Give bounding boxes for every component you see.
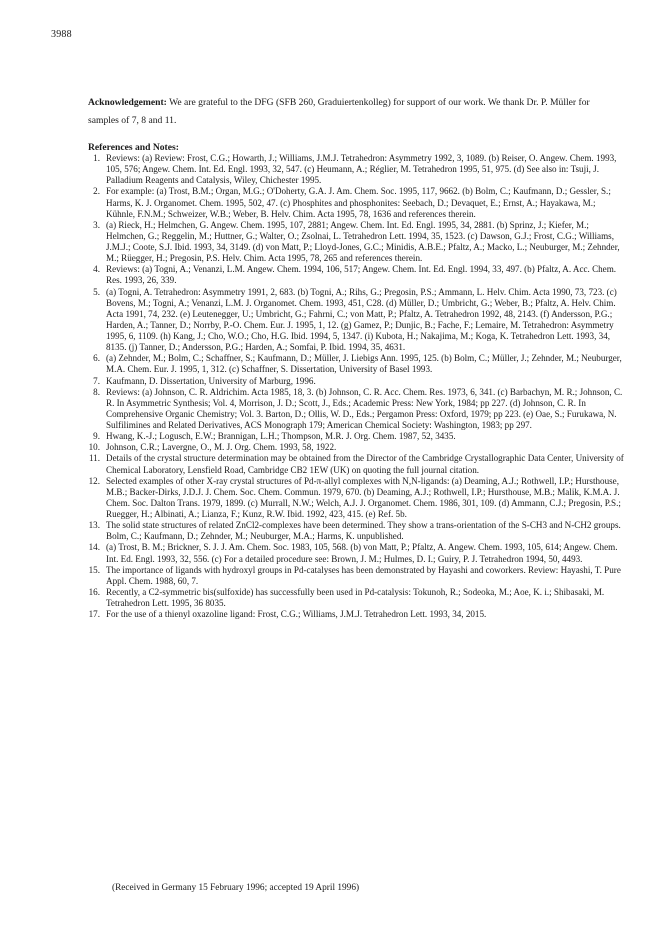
reference-item (76, 376, 624, 387)
reference-text: Kaufmann, D. Dissertation, University of Marburg, 1996. (106, 375, 316, 386)
reference-item (76, 453, 624, 475)
reference-number: 3. (93, 219, 100, 230)
reference-number: 16. (88, 586, 100, 597)
reference-item (76, 587, 624, 609)
reference-text: (a) Togni, A. Tetrahedron: Asymmetry 1991, 2, 683. (b) Togni, A.; Rihs, G.; Pregosin, P.S.; Ammann, L. Helv. Chim. Acta 1990, 73, 723. (c) Bovens, M.; Togni, A.; Venanzi, L.M. J. Organomet. Chem. 1993, 451, C28. (d) Müller, D.; Umbricht, G.; Weber, B.; Pfaltz, A. Helv. Chim. Acta 1991, 74, 232. (e) Leutenegger, U.; Umbricht, G.; Fahrni, C.; von Matt, P.; Pfaltz, A. Tetrahedron 1992, 48, 2143. (f) Andersson, P.G.; Harden, A.; Tanner, D.; Norrby, P.-O. Chem. Eur. J. 1995, 1, 12. (g) Gamez, P.; Dunjic, B.; Fache, F.; Lemaire, M. Tetrahedron: Asymmetry 1995, 6, 1109. (h) Kang, J.; Cho, W.O.; Cho, H.G. Ibid. 1994, 5, 1347. (i) Kubota, H.; Nakajima, M.; Koga, K. Tetrahedron Lett. 1993, 34, 8135. (j) Tanner, D.; Andersson, P.G.; Harden, A.; Somfai, P. Ibid. 1994, 35, 4631. (106, 286, 617, 353)
reference-number: 14. (88, 542, 100, 553)
reference-text: Selected examples of other X-ray crystal structures of Pd-π-allyl complexes with N,N-ligands: (a) Deaming, A.J.; Rothwell, I.P.; Hursthouse, M.B.; Backer-Dirks, J.D.J. J. Chem. Soc. Chem. Commun. 1979, 670. (b) Deaming, A.J.; Rothwell, I.P.; Hursthouse, M.B.; Malik, K.M.A. J. Chem. Soc. Dalton Trans. 1979, 1899. (c) Murrall, N.W.; Welch, A.J. J. Organomet. Chem. 1986, 301, 109. (d) Ammann, C.J.; Pregosin, P.S.; Ruegger, H.; Albinati, A.; Lianza, F.; Kunz, R.W. Ibid. 1992, 423, 415. (e) Ref. 5b. (106, 475, 621, 519)
reference-item (76, 264, 624, 286)
reference-number: 1. (93, 153, 100, 163)
reference-text: The solid state structures of related ZnCl2-complexes have been determined. They show a trans-orientation of the S-CH3 and N-CH2 groups. Bolm, C.; Kaufmann, D.; Zehnder, M.; Neuburger, M.A.; Harms, K. unpublished. (106, 520, 621, 542)
reference-text: For the use of a thienyl oxazoline ligand: Frost, C.G.; Williams, J.M.J. Tetrahedron Lett. 1993, 34, 2015. (106, 609, 487, 620)
received-dates: (Received in Germany 15 February 1996; accepted 19 April 1996) (112, 883, 360, 893)
acknowledgement-label: Acknowledgement: (88, 97, 167, 108)
reference-number: 11. (88, 453, 100, 464)
page-number: 3988 (51, 29, 72, 40)
reference-item (76, 565, 624, 587)
reference-number: 2. (93, 186, 100, 197)
reference-text: Reviews: (a) Togni, A.; Venanzi, L.M. Angew. Chem. 1994, 106, 517; Angew. Chem. Int. Ed. Engl. 1994, 33, 497. (b) Pfaltz, A. Acc. Chem. Res. 1993, 26, 339. (106, 264, 617, 286)
reference-number: 17. (88, 609, 100, 620)
reference-text: (a) Zehnder, M.; Bolm, C.; Schaffner, S.; Kaufmann, D.; Müller, J. Liebigs Ann. 1995, 125. (b) Bolm, C.; Müller, J.; Zehnder, M.; Neuburger, M.A. Chem. Eur. J. 1995, 1, 312. (c) Schaffner, S. Dissertation, University of Basel 1993. (106, 353, 622, 375)
reference-item (76, 186, 624, 219)
reference-number: 10. (88, 442, 100, 453)
reference-list (76, 153, 624, 620)
reference-item (76, 287, 624, 354)
reference-text: (a) Rieck, H.; Helmchen, G. Angew. Chem. 1995, 107, 2881; Angew. Chem. Int. Ed. Engl. 1995, 34, 2881. (b) Sprinz, J.; Kiefer, M.; Helmchen, G.; Reggelin, M.; Huttner, G.; Walter, O.; Zsolnai, L. Tetrahedron Lett. 1994, 35, 1523. (c) Dawson, G.J.; Frost, C.G.; Williams, J.M.J.; Coote, S.J. Ibid. 1993, 34, 3149. (d) von Matt, P.; Lloyd-Jones, G.C.; Minidis, A.B.E.; Pfaltz, A.; Macko, L.; Neuburger, M.; Zehnder, M.; Rüegger, H.; Pregosin, P.S. Helv. Chim. Acta 1995, 78, 265 and references therein. (106, 219, 620, 264)
reference-text: Reviews: (a) Johnson, C. R. Aldrichim. Acta 1985, 18, 3. (b) Johnson, C. R. Acc. Chem. Res. 1973, 6, 341. (c) Barbachyn, M. R.; Johnson, C. R. In Asymmetric Synthesis; Vol. 4, Morrison, J. D.; Scott, J., Eds.; Academic Press: New York, 1984; pp 227. (d) Johnson, C. R. In Comprehensive Organic Chemistry; Vol. 3. Barton, D.; Ollis, W. D., Eds.; Pergamon Press: Oxford, 1979; pp 223. (e) Oae, S.; Furukawa, N. Sulfilimines and Related Derivatives, ACS Monograph 179; American Chemical Society: Washington, 1983; pp 297. (106, 386, 623, 430)
reference-text: (a) Trost, B. M.; Brickner, S. J. J. Am. Chem. Soc. 1983, 105, 568. (b) von Matt, P.; Pfaltz, A. Angew. Chem. 1993, 105, 614; Angew. Chem. Int. Ed. Engl. 1993, 32, 556. (c) For a detailed procedure see: Brown, J. M.; Hulmes, D. I.; Guiry, P. J. Tetrahedron 1994, 50, 4493. (106, 542, 618, 564)
reference-number: 7. (93, 375, 100, 386)
acknowledgement (88, 94, 616, 130)
reference-text: Hwang, K.-J.; Logusch, E.W.; Brannigan, L.H.; Thompson, M.R. J. Org. Chem. 1987, 52, 3435. (106, 431, 456, 442)
reference-item (76, 542, 624, 564)
reference-item (76, 442, 624, 453)
reference-item (76, 353, 624, 375)
reference-item (76, 387, 624, 432)
reference-item (76, 520, 624, 542)
reference-text: Reviews: (a) Review: Frost, C.G.; Howarth, J.; Williams, J.M.J. Tetrahedron: Asymmetry 1992, 3, 1089. (b) Reiser, O. Angew. Chem. 1993, 105, 576; Angew. Chem. Int. Ed. Engl. 1993, 32, 547. (c) Heumann, A.; Réglier, M. Tetrahedron 1995, 51, 975. (d) See also in: Tsuji, J. Palladium Reagents and Catalysis, Wiley, Chichester 1995. (106, 153, 617, 186)
reference-number: 5. (93, 286, 100, 297)
reference-number: 12. (88, 475, 100, 486)
reference-number: 8. (93, 386, 100, 397)
reference-number: 6. (93, 353, 100, 364)
reference-text: Johnson, C.R.; Lavergne, O., M. J. Org. Chem. 1993, 58, 1922. (106, 442, 337, 453)
reference-item (76, 220, 624, 265)
reference-text: The importance of ligands with hydroxyl groups in Pd-catalyses has been demonstrated by Hayashi and coworkers. Review: Hayashi, T. Pure Appl. Chem. 1988, 60, 7. (106, 564, 621, 586)
reference-text: Recently, a C2-symmetric bis(sulfoxide) has successfully been used in Pd-catalysis: Tokunoh, R.; Sodeoka, M.; Aoe, K. i.; Shibasaki, M. Tetrahedron Lett. 1995, 36 8035. (106, 586, 605, 608)
reference-item (76, 153, 624, 186)
reference-item (76, 476, 624, 521)
reference-item (76, 431, 624, 442)
reference-text: For example: (a) Trost, B.M.; Organ, M.G.; O'Doherty, G.A. J. Am. Chem. Soc. 1995, 117, 9662. (b) Bolm, C.; Kaufmann, D.; Gessler, S.; Harms, K. J. Organomet. Chem. 1995, 502, 47. (c) Phosphites and phosphonites: Seebach, D.; Devaquet, E.; Ernst, A.; Hayakawa, M.; Kühnle, F.N.M.; Schweizer, W.B.; Weber, B. Helv. Chim. Acta 1995, 78, 1636 and references therein. (106, 186, 611, 219)
reference-number: 4. (93, 264, 100, 275)
acknowledgement-text: We are grateful to the DFG (SFB 260, Graduiertenkolleg) for support of our work. We thank Dr. P. Müller for samples of 7, 8 and 11. (88, 97, 590, 126)
reference-number: 15. (88, 564, 100, 575)
references-heading: References and Notes: (88, 142, 179, 153)
reference-number: 13. (88, 520, 100, 531)
reference-text: Details of the crystal structure determination may be obtained from the Director of the Cambridge Crystallographic Data Center, University of Chemical Laboratory, Lensfield Road, Cambridge CB2 1EW (UK) on quoting the full journal citation. (106, 453, 624, 475)
reference-number: 9. (93, 431, 100, 442)
reference-item (76, 609, 624, 620)
